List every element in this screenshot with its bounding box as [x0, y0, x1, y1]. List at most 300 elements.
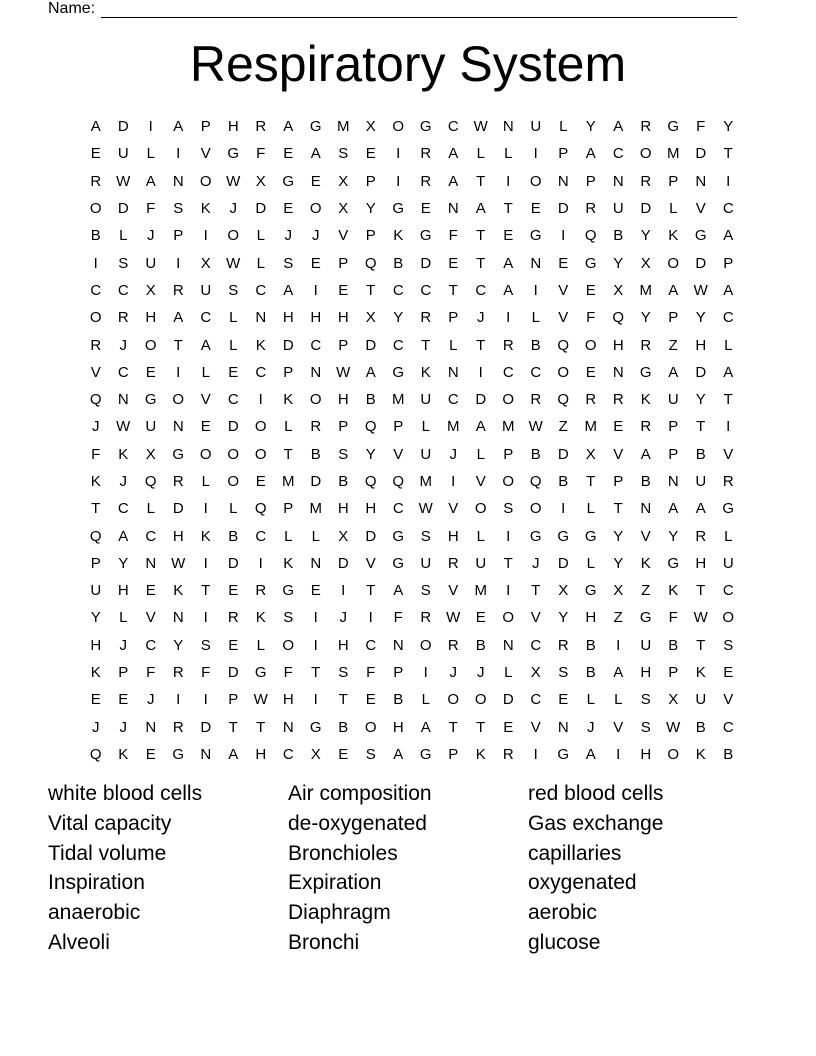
- grid-letter: R: [722, 473, 734, 490]
- grid-letter: I: [203, 500, 208, 518]
- grid-letter: V: [145, 609, 156, 627]
- grid-letter: X: [668, 691, 679, 709]
- grid-letter: Z: [641, 582, 651, 600]
- grid-letter: R: [447, 554, 459, 572]
- grid-letter: S: [228, 281, 239, 299]
- word-bank-item: Diaphragm: [288, 901, 391, 925]
- grid-letter: M: [639, 281, 652, 299]
- grid-letter: I: [506, 582, 511, 600]
- grid-letter: Z: [668, 336, 678, 354]
- grid-letter: X: [530, 664, 541, 682]
- grid-letter: U: [475, 554, 487, 572]
- grid-letter: G: [309, 118, 322, 136]
- grid-letter: H: [585, 609, 597, 627]
- grid-letter: F: [668, 609, 678, 627]
- grid-letter: B: [475, 636, 486, 654]
- grid-letter: T: [366, 582, 376, 600]
- grid-letter: W: [116, 418, 131, 436]
- grid-letter: G: [282, 582, 295, 600]
- grid-letter: G: [419, 227, 432, 245]
- grid-letter: G: [282, 172, 295, 190]
- grid-letter: M: [282, 473, 295, 490]
- grid-letter: C: [227, 391, 239, 409]
- grid-letter: L: [256, 227, 265, 245]
- grid-letter: Y: [393, 309, 404, 327]
- grid-letter: N: [392, 636, 404, 654]
- grid-letter: D: [172, 500, 184, 518]
- grid-letter: R: [227, 609, 239, 627]
- grid-letter: L: [504, 664, 513, 682]
- grid-letter: A: [503, 281, 514, 299]
- grid-letter: A: [173, 309, 184, 327]
- grid-letter: Q: [612, 309, 625, 327]
- grid-letter: L: [724, 527, 733, 545]
- grid-letter: I: [726, 172, 731, 190]
- grid-letter: L: [586, 691, 595, 709]
- grid-letter: I: [176, 254, 181, 272]
- grid-letter: A: [475, 200, 486, 218]
- grid-letter: O: [419, 636, 432, 654]
- grid-letter: E: [585, 281, 596, 299]
- grid-letter: H: [447, 527, 459, 545]
- grid-letter: V: [393, 445, 404, 463]
- word-bank-item: Air composition: [288, 782, 432, 805]
- grid-letter: A: [420, 718, 431, 736]
- grid-letter: E: [338, 745, 349, 763]
- grid-letter: P: [365, 172, 376, 190]
- grid-letter: N: [612, 172, 624, 190]
- grid-letter: H: [145, 309, 157, 327]
- grid-letter: L: [229, 500, 238, 518]
- grid-letter: P: [338, 254, 349, 272]
- grid-letter: S: [558, 664, 569, 682]
- grid-letter: Q: [254, 500, 267, 518]
- grid-letter: G: [584, 527, 597, 545]
- grid-letter: D: [255, 200, 267, 218]
- grid-letter: C: [255, 363, 267, 381]
- word-bank-item: white blood cells: [48, 782, 203, 805]
- grid-row: [82, 495, 742, 522]
- grid-letter: S: [723, 636, 734, 654]
- grid-letter: C: [612, 145, 624, 163]
- grid-letter: Y: [613, 254, 624, 272]
- grid-letter: B: [585, 636, 596, 654]
- grid-letter: H: [337, 391, 349, 409]
- grid-letter: D: [227, 554, 239, 572]
- grid-letter: I: [396, 172, 401, 190]
- grid-letter: L: [476, 527, 485, 545]
- grid-letter: J: [119, 336, 127, 354]
- grid-letter: A: [668, 363, 679, 381]
- grid-letter: W: [171, 554, 186, 572]
- grid-letter: H: [640, 745, 652, 763]
- grid-letter: G: [172, 445, 185, 463]
- grid-row: [82, 331, 742, 358]
- grid-letter: B: [695, 445, 706, 463]
- grid-letter: Y: [558, 609, 569, 627]
- grid-letter: A: [585, 145, 596, 163]
- grid-letter: Q: [584, 227, 597, 245]
- grid-letter: D: [365, 527, 377, 545]
- grid-letter: O: [474, 691, 487, 709]
- grid-letter: W: [693, 609, 708, 627]
- grid-letter: G: [419, 745, 432, 763]
- grid-letter: I: [506, 527, 511, 545]
- grid-row: [82, 550, 742, 577]
- grid-letter: F: [696, 118, 706, 136]
- grid-letter: I: [313, 636, 318, 654]
- grid-row: [82, 413, 742, 440]
- grid-letter: N: [557, 172, 569, 190]
- grid-letter: P: [338, 418, 349, 436]
- grid-letter: R: [172, 664, 184, 682]
- grid-letter: I: [506, 172, 511, 190]
- grid-letter: K: [668, 582, 679, 600]
- grid-letter: Y: [365, 445, 376, 463]
- grid-letter: R: [172, 473, 184, 490]
- grid-row: [82, 359, 742, 386]
- grid-letter: C: [722, 582, 734, 600]
- grid-letter: L: [229, 309, 238, 327]
- grid-letter: C: [447, 118, 459, 136]
- grid-letter: R: [640, 172, 652, 190]
- grid-letter: U: [420, 445, 432, 463]
- grid-letter: R: [585, 200, 597, 218]
- grid-letter: V: [530, 609, 541, 627]
- grid-letter: O: [392, 118, 405, 136]
- grid-letter: C: [722, 200, 734, 218]
- grid-letter: I: [368, 609, 373, 627]
- grid-letter: S: [365, 745, 376, 763]
- grid-letter: S: [503, 500, 514, 518]
- grid-letter: U: [667, 391, 679, 409]
- word-bank-item: Tidal volume: [48, 841, 167, 865]
- grid-letter: I: [203, 691, 208, 709]
- grid-letter: K: [118, 445, 129, 463]
- word-bank-column: [288, 779, 528, 958]
- grid-letter: N: [447, 363, 459, 381]
- grid-letter: E: [90, 691, 101, 709]
- grid-letter: G: [694, 227, 707, 245]
- grid-letter: V: [338, 227, 349, 245]
- grid-letter: T: [586, 473, 596, 490]
- grid-letter: D: [117, 118, 129, 136]
- grid-row: [82, 386, 742, 413]
- grid-letter: D: [640, 200, 652, 218]
- grid-letter: T: [91, 500, 101, 518]
- grid-letter: I: [203, 227, 208, 245]
- grid-letter: N: [447, 200, 459, 218]
- grid-letter: I: [258, 554, 263, 572]
- grid-letter: E: [448, 254, 459, 272]
- grid-letter: I: [616, 745, 621, 763]
- grid-letter: V: [613, 718, 624, 736]
- grid-letter: T: [173, 336, 183, 354]
- grid-letter: B: [558, 473, 569, 490]
- grid-letter: A: [118, 527, 129, 545]
- grid-letter: I: [313, 609, 318, 627]
- grid-letter: M: [584, 418, 597, 436]
- grid-letter: T: [503, 200, 513, 218]
- grid-letter: X: [558, 582, 569, 600]
- grid-letter: W: [473, 118, 488, 136]
- grid-letter: G: [557, 745, 570, 763]
- word-bank-item: anaerobic: [48, 901, 141, 925]
- grid-letter: N: [310, 363, 322, 381]
- grid-letter: O: [584, 336, 597, 354]
- grid-letter: A: [613, 664, 624, 682]
- grid-letter: W: [226, 172, 241, 190]
- grid-letter: J: [312, 227, 320, 245]
- grid-letter: A: [448, 172, 459, 190]
- grid-letter: J: [449, 445, 457, 463]
- grid-letter: P: [668, 445, 679, 463]
- grid-letter: C: [447, 391, 459, 409]
- grid-letter: I: [561, 500, 566, 518]
- grid-letter: U: [420, 554, 432, 572]
- grid-row: [82, 741, 742, 768]
- grid-letter: T: [613, 500, 623, 518]
- grid-letter: G: [144, 391, 157, 409]
- grid-letter: G: [254, 664, 267, 682]
- grid-letter: L: [504, 145, 513, 163]
- grid-letter: D: [200, 718, 212, 736]
- grid-letter: N: [172, 609, 184, 627]
- grid-letter: P: [365, 227, 376, 245]
- grid-letter: O: [364, 718, 377, 736]
- grid-letter: K: [200, 527, 211, 545]
- grid-letter: Q: [89, 391, 102, 409]
- grid-row: [82, 140, 742, 167]
- grid-letter: I: [148, 118, 153, 136]
- grid-letter: T: [421, 336, 431, 354]
- grid-letter: E: [200, 418, 211, 436]
- grid-letter: C: [365, 636, 377, 654]
- grid-letter: T: [696, 418, 706, 436]
- grid-letter: G: [172, 745, 185, 763]
- grid-letter: B: [90, 227, 101, 245]
- grid-letter: C: [475, 281, 487, 299]
- grid-letter: Z: [558, 418, 568, 436]
- grid-letter: C: [90, 281, 102, 299]
- grid-letter: Q: [529, 473, 542, 490]
- grid-letter: P: [283, 500, 294, 518]
- grid-letter: J: [147, 691, 155, 709]
- grid-letter: A: [200, 336, 211, 354]
- grid-letter: F: [393, 609, 403, 627]
- grid-letter: X: [613, 281, 624, 299]
- grid-letter: K: [420, 363, 431, 381]
- grid-letter: T: [531, 582, 541, 600]
- grid-letter: I: [451, 473, 456, 490]
- grid-letter: N: [145, 554, 157, 572]
- grid-letter: K: [255, 336, 266, 354]
- grid-letter: K: [640, 554, 651, 572]
- grid-letter: L: [284, 527, 293, 545]
- grid-letter: I: [561, 227, 566, 245]
- word-bank-item: glucose: [528, 930, 601, 954]
- grid-letter: D: [695, 363, 707, 381]
- grid-letter: P: [668, 309, 679, 327]
- grid-letter: R: [447, 636, 459, 654]
- grid-letter: H: [117, 582, 129, 600]
- grid-letter: C: [145, 636, 157, 654]
- grid-letter: U: [722, 554, 734, 572]
- grid-letter: T: [476, 254, 486, 272]
- grid-letter: L: [421, 691, 430, 709]
- grid-letter: T: [476, 336, 486, 354]
- grid-letter: T: [366, 281, 376, 299]
- grid-letter: Y: [365, 200, 376, 218]
- grid-letter: B: [365, 391, 376, 409]
- grid-letter: N: [557, 718, 569, 736]
- grid-letter: O: [282, 636, 295, 654]
- grid-letter: D: [557, 445, 569, 463]
- grid-letter: D: [475, 391, 487, 409]
- grid-letter: R: [117, 309, 129, 327]
- grid-letter: O: [502, 473, 515, 490]
- grid-letter: X: [338, 527, 349, 545]
- grid-letter: L: [284, 418, 293, 436]
- grid-letter: F: [146, 664, 156, 682]
- grid-letter: D: [557, 554, 569, 572]
- grid-letter: V: [200, 145, 211, 163]
- grid-letter: Q: [392, 473, 405, 490]
- grid-letter: S: [283, 609, 294, 627]
- grid-letter: A: [365, 363, 376, 381]
- grid-letter: E: [723, 664, 734, 682]
- grid-letter: R: [640, 418, 652, 436]
- grid-letter: P: [173, 227, 184, 245]
- grid-letter: S: [338, 664, 349, 682]
- grid-letter: W: [418, 500, 433, 518]
- grid-letter: O: [89, 309, 102, 327]
- grid-letter: B: [393, 254, 404, 272]
- grid-letter: T: [283, 445, 293, 463]
- grid-letter: D: [337, 554, 349, 572]
- grid-letter: T: [696, 636, 706, 654]
- grid-letter: L: [586, 554, 595, 572]
- grid-letter: X: [613, 582, 624, 600]
- grid-letter: O: [667, 254, 680, 272]
- grid-row: [82, 168, 742, 195]
- grid-letter: E: [283, 145, 294, 163]
- grid-letter: T: [476, 172, 486, 190]
- grid-letter: O: [639, 145, 652, 163]
- grid-letter: X: [145, 445, 156, 463]
- word-bank-item: de-oxygenated: [288, 811, 427, 835]
- grid-letter: Q: [557, 391, 570, 409]
- grid-letter: A: [640, 445, 651, 463]
- grid-letter: H: [392, 718, 404, 736]
- grid-letter: N: [255, 309, 267, 327]
- word-bank-item: Bronchioles: [288, 841, 398, 865]
- grid-letter: G: [722, 500, 735, 518]
- grid-letter: C: [530, 363, 542, 381]
- grid-letter: K: [475, 745, 486, 763]
- grid-letter: A: [695, 500, 706, 518]
- grid-letter: R: [90, 336, 102, 354]
- grid-letter: D: [557, 200, 569, 218]
- grid-letter: K: [255, 609, 266, 627]
- grid-letter: R: [172, 718, 184, 736]
- grid-letter: W: [666, 718, 681, 736]
- grid-letter: B: [338, 718, 349, 736]
- grid-letter: I: [396, 145, 401, 163]
- grid-letter: B: [585, 664, 596, 682]
- grid-letter: E: [145, 745, 156, 763]
- grid-letter: P: [448, 309, 459, 327]
- grid-letter: L: [476, 445, 485, 463]
- grid-letter: X: [310, 745, 321, 763]
- grid-letter: H: [310, 309, 322, 327]
- grid-letter: N: [667, 473, 679, 490]
- grid-letter: U: [145, 418, 157, 436]
- grid-letter: G: [529, 527, 542, 545]
- grid-letter: E: [118, 691, 129, 709]
- grid-letter: X: [255, 172, 266, 190]
- grid-letter: R: [310, 418, 322, 436]
- grid-letter: M: [474, 582, 487, 600]
- grid-letter: O: [199, 172, 212, 190]
- grid-letter: I: [176, 363, 181, 381]
- grid-letter: K: [283, 391, 294, 409]
- grid-row: [82, 441, 742, 468]
- word-bank-item: Vital capacity: [48, 811, 172, 835]
- grid-letter: B: [530, 445, 541, 463]
- grid-letter: I: [726, 418, 731, 436]
- name-field: [48, 0, 737, 18]
- grid-letter: P: [585, 172, 596, 190]
- grid-letter: I: [258, 391, 263, 409]
- grid-letter: K: [118, 745, 129, 763]
- grid-letter: R: [420, 309, 432, 327]
- grid-letter: B: [668, 636, 679, 654]
- grid-row: [82, 277, 742, 304]
- grid-letter: M: [309, 500, 322, 518]
- grid-letter: R: [420, 609, 432, 627]
- grid-letter: V: [558, 309, 569, 327]
- grid-letter: Y: [668, 527, 679, 545]
- grid-letter: A: [723, 281, 734, 299]
- grid-letter: H: [365, 500, 377, 518]
- grid-letter: Y: [613, 554, 624, 572]
- grid-letter: L: [229, 336, 238, 354]
- grid-letter: C: [117, 500, 129, 518]
- grid-row: [82, 632, 742, 659]
- grid-row: [82, 577, 742, 604]
- grid-letter: R: [255, 582, 267, 600]
- grid-letter: C: [200, 309, 212, 327]
- grid-letter: E: [228, 582, 239, 600]
- grid-letter: Y: [173, 636, 184, 654]
- grid-letter: J: [92, 718, 100, 736]
- grid-letter: L: [146, 145, 155, 163]
- grid-letter: F: [146, 200, 156, 218]
- grid-letter: C: [722, 309, 734, 327]
- grid-letter: O: [144, 336, 157, 354]
- grid-letter: Y: [640, 309, 651, 327]
- grid-letter: A: [283, 281, 294, 299]
- grid-letter: C: [392, 500, 404, 518]
- grid-letter: Y: [118, 554, 129, 572]
- grid-letter: C: [420, 281, 432, 299]
- grid-letter: L: [119, 227, 128, 245]
- grid-letter: X: [338, 172, 349, 190]
- grid-letter: C: [530, 691, 542, 709]
- grid-letter: J: [477, 664, 485, 682]
- grid-letter: Y: [640, 227, 651, 245]
